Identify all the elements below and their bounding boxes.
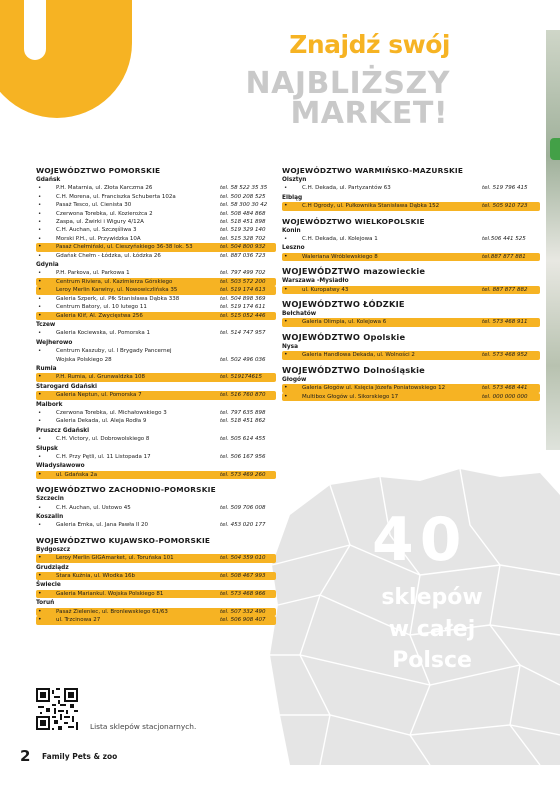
store-address: Centrum Batory, ul. 10 lutego 11 [56,304,147,311]
store-row [36,184,276,192]
store-row [36,269,276,277]
store-row [36,417,276,425]
store-phone[interactable]: tel. 573 468 911 [482,319,528,326]
store-row [282,393,540,401]
bullet: • [38,286,42,294]
store-phone[interactable]: tel. 509 706 008 [220,504,266,511]
bullet: • [38,311,42,319]
store-address: Waleriana Wróblewskiego 8 [302,253,378,260]
bullet: • [284,202,288,210]
store-phone[interactable]: tel. 502 496 036 [220,356,266,363]
store-row [36,303,276,311]
voivodeship-heading: WOJEWÓDZTWO POMORSKIE [36,166,161,175]
store-row [36,329,276,337]
decorative-zero-shape [0,0,132,118]
city-name: Koszalin [36,514,64,521]
store-phone[interactable]: tel. 573 469 260 [220,471,266,478]
bullet: • [38,504,42,511]
bullet: • [38,193,42,200]
bullet: • [38,607,42,615]
bullet: • [38,348,42,355]
store-row [36,373,276,381]
page-number: 2 [20,747,31,765]
bullet: • [38,409,42,416]
bullet: • [38,391,42,399]
bullet: • [38,470,42,478]
store-row [282,384,540,392]
bullet: • [38,436,42,443]
store-phone[interactable]: tel. 516 760 870 [220,392,266,399]
store-row [36,471,276,479]
store-address: Galeria Mariankul. Wojska Polskiego 81 [56,590,164,597]
store-row [36,210,276,218]
city-name: Tczew [36,321,56,328]
store-phone[interactable]: tel.887 877 881 [482,253,526,260]
store-address: C.H. Dekada, ul. Kolejowa 1 [302,236,378,243]
bullet: • [284,392,288,400]
bullet: • [38,373,42,381]
store-row [36,572,276,580]
store-phone[interactable]: tel. 515 328 702 [220,235,266,242]
store-row [36,453,276,461]
store-phone[interactable]: tel. 503 572 200 [220,278,266,285]
store-row [36,252,276,260]
qr-code[interactable] [36,688,78,730]
store-phone[interactable]: tel. 519 174 611 [220,304,266,311]
bullet: • [38,252,42,259]
bullet: • [38,522,42,529]
city-name: Głogów [282,376,307,383]
voivodeship-heading: WOJEWÓDZTWO ŁÓDZKIE [282,299,405,310]
bullet: • [38,243,42,251]
bullet: • [38,295,42,302]
store-address: ul. Gdańska 2a [56,471,98,478]
city-name: Konin [282,227,301,234]
store-address: Pasaż Tesco, ul. Cienista 30 [56,202,132,209]
store-address: Galeria Olimpia, ul. Kolejowa 6 [302,319,387,326]
store-row [282,351,540,359]
store-phone[interactable]: tel. 507 332 490 [220,608,266,615]
bullet: • [38,418,42,425]
store-phone[interactable]: tel.506 441 525 [482,236,526,243]
bullet: • [284,236,288,243]
store-address: Stara Kuźnia, ul. Włodka 16b [56,573,136,580]
bullet: • [38,572,42,580]
voivodeship-heading: WOJEWÓDZTWO KUJAWSKO-POMORSKIE [36,535,211,545]
store-address: Centrum Riviera, ul. Kazimierza Górskiego [56,278,173,285]
store-address: C.H. Auchan, ul. Szczęśliwa 3 [56,227,137,234]
bullet: • [38,616,42,624]
bullet: • [38,589,42,597]
bullet: • [38,235,42,242]
store-row [282,318,540,326]
store-address: Galeria Kociewska, ul. Pomorska 1 [56,330,150,337]
bullet: • [284,285,288,293]
store-address: Leroy Merlin GIGAmarket, ul. Toruńska 101 [56,555,174,562]
store-phone[interactable]: tel. 506 167 956 [220,454,266,460]
voivodeship-heading: WOJEWÓDZTWO Dolnośląskie [282,364,425,375]
store-row [36,616,276,624]
store-phone[interactable]: tel. 519 796 415 [482,185,528,192]
bullet: • [38,277,42,285]
city-name: Rumia [36,365,57,372]
store-address: C.H Ogrody, ul. Pułkownika Stanisława Dąbka 152 [302,203,440,210]
city-name: Świecie [36,582,61,589]
store-row [36,218,276,226]
store-phone[interactable]: tel. 887 036 723 [220,252,266,259]
store-row [36,286,276,294]
city-name: Toruń [36,600,55,607]
store-address: Galeria Handlowa Dekada, ul. Wolności 2 [302,352,415,359]
bullet: • [38,219,42,226]
poland-map [260,455,560,765]
store-phone[interactable]: tel. 506 908 407 [220,617,266,624]
store-phone[interactable]: tel. 505 910 723 [482,203,528,210]
store-row [282,253,540,261]
city-name: Wejherowo [36,339,73,346]
store-address: ul. Trzcinowa 27 [56,617,101,624]
store-address: Galeria Głogów ul. Księcia Józefa Poniatowskiego 12 [302,385,446,392]
qr-caption: Lista sklepów stacjonarnych. [90,722,197,731]
store-row [36,312,276,320]
store-address: Galeria Klif, Al. Zwycięstwa 256 [56,312,143,319]
store-address: Czerwona Torebka, ul. Michałowskiego 3 [56,409,167,416]
city-name: Grudziądz [36,564,69,571]
map-store-count: 40 [372,505,468,575]
store-phone[interactable]: tel. 573 468 966 [220,590,266,597]
store-address: P.H. Matarnia, ul. Złota Karczma 26 [56,185,153,192]
bullet: • [38,554,42,562]
city-name: Leszno [282,245,305,252]
store-phone[interactable]: tel. 514 747 957 [220,330,266,337]
store-phone[interactable]: tel. 500 208 525 [220,193,266,200]
store-row [36,278,276,286]
store-address: Centrum Kaszuby, ul. I Brygady Pancernej [56,348,172,355]
map-caption-line-1: sklepów [381,585,483,610]
store-row [282,202,540,210]
store-row [36,504,276,512]
headline-find: Znajdź swój [289,30,450,59]
bullet: • [38,210,42,217]
store-row [282,286,540,294]
store-row [36,590,276,598]
store-address: C.H. Victory, ul. Dobrowolskiego 8 [56,436,150,443]
store-address: Gdańsk Chełm - Łódzka, ul. Łódzka 26 [56,252,161,259]
store-list-right [282,166,540,401]
store-address: ul. Kuropatwy 43 [302,286,349,293]
bullet: • [284,351,288,359]
store-row [36,226,276,234]
map-caption-line-3: Polsce [392,648,472,673]
store-phone[interactable]: tel. 519 174 613 [220,287,266,294]
store-row [36,409,276,417]
store-address: Galeria Emka, ul. Jana Pawła II 20 [56,522,148,529]
store-row [36,201,276,209]
store-row [282,235,540,243]
store-row [36,235,276,243]
store-row [36,243,276,251]
bullet: • [284,318,288,326]
store-row [36,608,276,616]
bullet: • [38,185,42,192]
city-name: Malbork [36,401,63,408]
voivodeship-heading: WOJEWÓDZTWO WIELKOPOLSKIE [282,216,425,226]
bullet: • [284,185,288,192]
headline-market: MARKET! [290,96,448,131]
city-name: Bydgoszcz [36,546,71,553]
store-phone[interactable]: tel. 504 800 932 [220,244,266,251]
store-row [36,391,276,399]
store-address: Galeria Neptun, ul. Pomorska 7 [56,392,142,399]
city-name: Bełchatów [282,311,317,318]
city-name: Pruszcz Gdański [36,427,90,434]
bullet: • [284,252,288,260]
store-phone[interactable]: tel. 519 329 140 [220,227,266,234]
bullet: • [284,384,288,392]
bullet: • [38,202,42,209]
store-row [36,435,276,443]
store-list-left [36,166,276,625]
store-row [36,347,276,355]
store-row [36,356,276,364]
store-phone[interactable]: tel. 515 052 446 [220,312,266,319]
store-address: Multibox Głogów ul. Sikorskiego 17 [302,393,399,400]
bullet: • [38,304,42,311]
voivodeship-heading: WOJEWÓDZTWO ZACHODNIO-POMORSKIE [36,485,216,495]
store-phone[interactable]: tel. 58 300 30 42 [220,202,268,209]
store-address: Zaspa, ul. Żwirki i Wigury 4/12A [56,219,144,226]
city-name: Starogard Gdański [36,383,98,390]
store-address: Leroy Merlin Karwiny, ul. Nowowiczlińska 35 [56,287,178,294]
store-address: Morski P.H., ul. Przywidzka 10A [56,235,141,242]
store-phone[interactable]: tel. 573 468 952 [482,352,528,359]
store-address: C.H. Przy Pętli, ul. 11 Listopada 17 [56,454,151,460]
store-address: C.H. Auchan, ul. Ustowo 45 [56,504,131,511]
city-name: Gdynia [36,262,59,269]
store-address: Galeria Dekada, ul. Aleja Rodła 9 [56,418,147,425]
map-caption-line-2: w całej [388,617,476,642]
store-phone[interactable]: tel. 797 635 898 [220,409,266,416]
store-address: Wojska Polskiego 28 [56,356,112,363]
bullet: • [38,227,42,234]
store-row [36,521,276,529]
store-address: C.H. Dekada, ul. Partyzantów 63 [302,185,391,192]
city-name: Gdańsk [36,177,61,183]
store-address: P.H. Parkova, ul. Parkowa 1 [56,270,130,277]
store-address: Czerwona Torebka, ul. Kozierożca 2 [56,210,153,217]
store-phone[interactable]: tel. 58 522 35 35 [220,185,268,192]
store-row [282,184,540,192]
store-row [36,554,276,562]
store-phone[interactable]: tel. 797 499 702 [220,270,266,277]
store-address: P.H. Rumia, ul. Grunwaldzka 108 [56,374,146,381]
city-name: Słupsk [36,445,58,452]
city-name: Szczecin [36,496,64,503]
bullet: • [38,454,42,460]
bullet: • [38,270,42,277]
store-phone[interactable]: tel. 505 614 455 [220,436,266,443]
store-address: Galeria Szperk, ul. Płk Stanisława Dąbka 338 [56,295,180,302]
city-name: Elbląg [282,194,303,201]
store-phone[interactable]: tel. 518 451 898 [220,219,266,226]
store-phone[interactable]: tel. 504 359 010 [220,555,266,562]
store-phone[interactable]: tel. 519174615 [220,374,263,381]
bullet: • [38,330,42,337]
store-row [36,295,276,303]
city-name: Nysa [282,343,298,350]
store-phone[interactable]: tel. 573 468 441 [482,385,528,392]
store-phone[interactable]: tel. 508 467 993 [220,573,266,580]
store-address: Pasaż Chełmiński, ul. Cieszyńskiego 36-38 lok. 53 [56,244,193,251]
footer-brand: Family Pets & zoo [42,752,118,761]
side-photo-strip [546,30,560,450]
store-phone[interactable]: tel. 504 898 369 [220,295,266,302]
store-phone[interactable]: tel. 887 877 882 [482,286,528,293]
city-name: Warszawa -Mysiadło [282,278,349,285]
city-name: Władysławowo [36,463,85,470]
store-phone[interactable]: tel. 518 451 862 [220,418,266,425]
voivodeship-heading: WOJEWÓDZTWO Opolskie [282,331,406,342]
city-name: Olsztyn [282,177,307,183]
store-phone[interactable]: tel. 453 020 177 [220,522,266,529]
store-phone[interactable]: tel. 508 484 868 [220,210,266,217]
store-phone[interactable]: tel. 000 000 000 [482,393,528,400]
store-address: Pasaż Zieleniec, ul. Bronlewskiego 61/63 [56,608,168,615]
headline-nearest: NAJBLIŻSZY [245,66,450,101]
store-address: C.H. Morena, ul. Franciszka Schuberta 102a [56,193,176,200]
store-row [36,193,276,201]
voivodeship-heading: WOJEWÓDZTWO WARMIŃSKO-MAZURSKIE [282,166,464,175]
voivodeship-heading: WOJEWÓDZTWO mazowieckie [282,266,426,277]
